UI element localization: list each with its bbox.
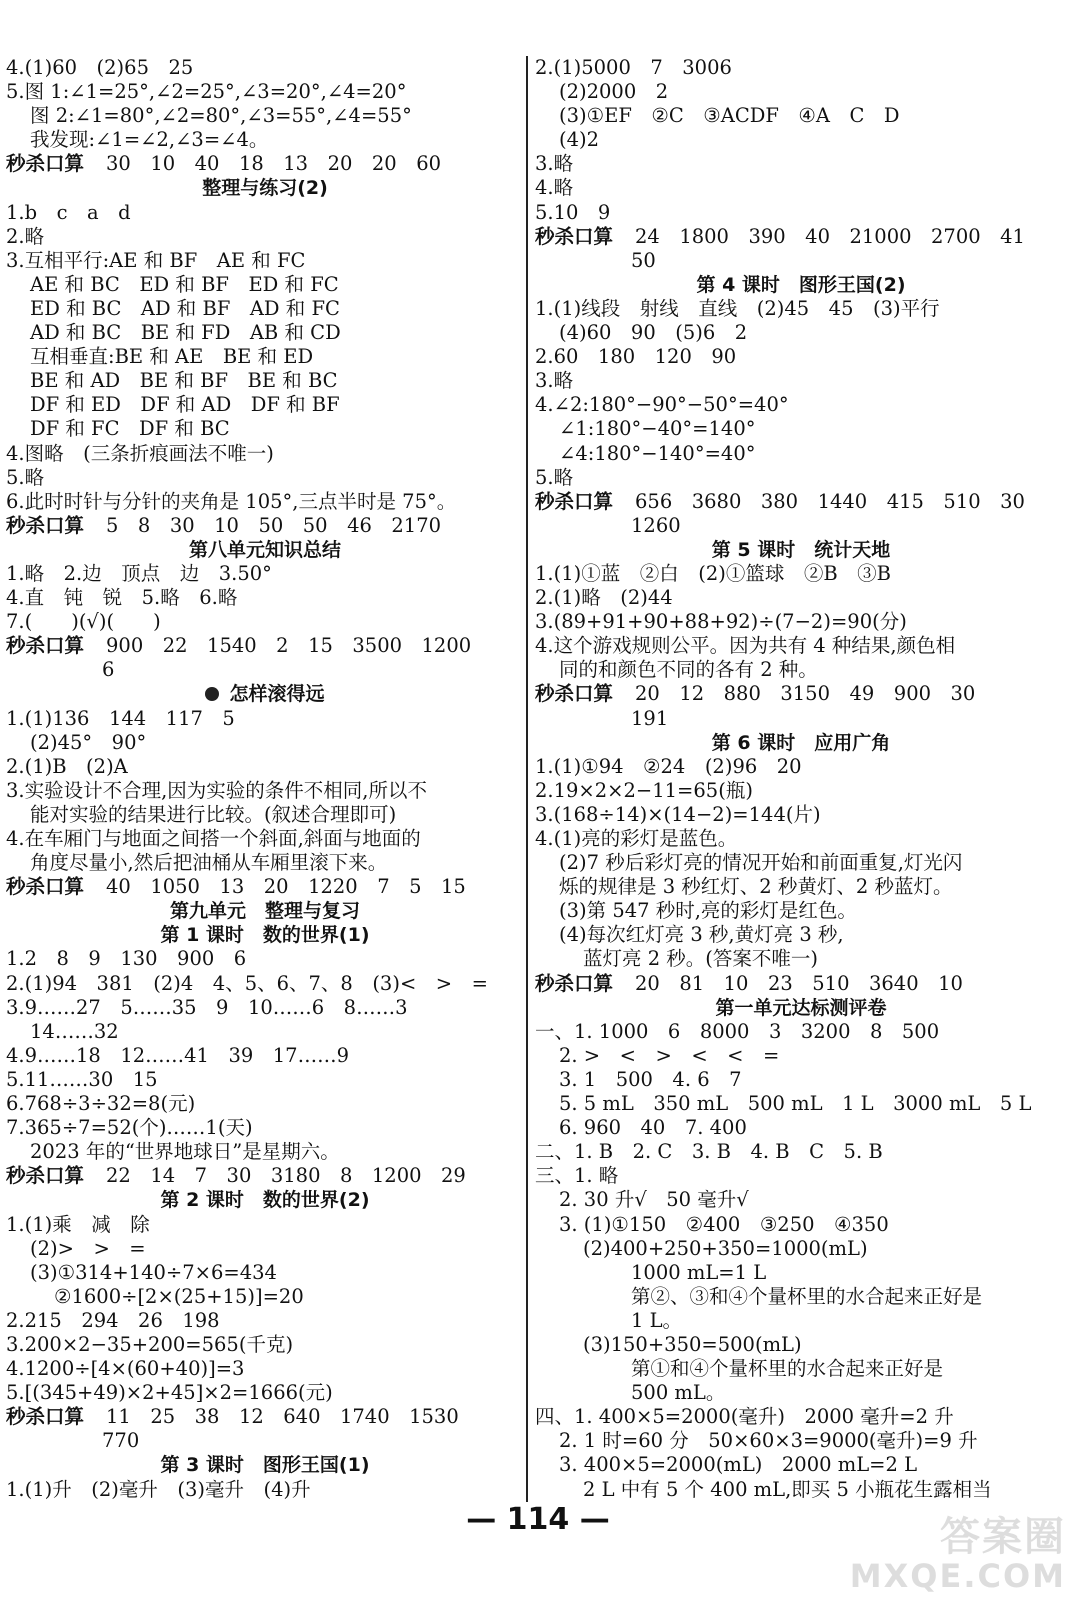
line-text: 5. 5 mL 350 mL 500 mL 1 L 3000 mL 5 L xyxy=(559,1092,1032,1116)
answer-line xyxy=(535,658,1067,682)
answer-line xyxy=(6,56,524,80)
line-text: 二、1. B 2. C 3. B 4. B C 5. B xyxy=(535,1140,883,1164)
line-text: 角度尽量小,然后把油桶从车厢里滚下来。 xyxy=(30,851,388,875)
line-text: 1.2 8 9 130 900 6 xyxy=(6,947,247,971)
line-text: 第②、③和④个量杯里的水合起来正好是 xyxy=(631,1284,983,1308)
line-text: 4.(1)60 (2)65 25 xyxy=(6,56,194,79)
answer-line xyxy=(535,104,1067,128)
line-text: (3)第 547 秒时,亮的彩灯是红色。 xyxy=(559,899,857,923)
line-text: AD 和 BC BE 和 FD AB 和 CD xyxy=(30,321,341,345)
answer-line xyxy=(6,1213,524,1237)
line-text: 7.365÷7=52(个)……1(天) xyxy=(6,1116,253,1140)
line-text: 能对实验的结果进行比较。(叙述合理即可) xyxy=(30,802,397,826)
answer-line xyxy=(6,321,524,345)
answer-line xyxy=(6,1020,524,1044)
answer-line xyxy=(6,442,524,466)
line-text: 一、1. 1000 6 8000 3 3200 8 500 xyxy=(535,1019,940,1043)
answer-line xyxy=(6,658,524,682)
line-text: (2)400+250+350=1000(mL) xyxy=(583,1236,868,1260)
answer-line xyxy=(6,1261,524,1285)
line-text: 第 1 课时 数的世界(1) xyxy=(160,924,370,947)
line-text: 1.(1)线段 射线 直线 (2)45 45 (3)平行 xyxy=(535,296,940,320)
section-heading xyxy=(6,923,524,947)
line-text: 第 5 课时 统计天地 xyxy=(711,538,891,561)
line-text: 3.略 xyxy=(535,152,574,176)
line-text: 第八单元知识总结 xyxy=(188,538,341,561)
line-text: 3. 400×5=2000(mL) 2000 mL=2 L xyxy=(559,1453,918,1477)
answer-line xyxy=(535,610,1067,634)
line-text: 1.(1)①蓝 ②白 (2)①篮球 ②B ③B xyxy=(535,561,892,585)
answer-line xyxy=(535,707,1067,731)
answer-line xyxy=(6,490,524,514)
line-text: (3)①EF ②C ③ACDF ④A C D xyxy=(559,104,900,128)
line-text: 24 1800 390 40 21000 2700 41 xyxy=(635,224,1025,248)
line-text: 3.(89+91+90+88+92)÷(7−2)=90(分) xyxy=(535,610,907,634)
line-text: 4.∠2:180°−90°−50°=40° xyxy=(535,393,789,417)
answer-line xyxy=(535,1044,1067,1068)
line-text: 656 3680 380 1440 415 510 30 xyxy=(635,489,1025,513)
line-text: AE 和 BC ED 和 BF ED 和 FC xyxy=(30,272,339,296)
section-heading xyxy=(535,538,1067,562)
line-text: 20 12 880 3150 49 900 30 xyxy=(635,682,976,706)
answer-line xyxy=(6,996,524,1020)
line-text: 第①和④个量杯里的水合起来正好是 xyxy=(631,1357,944,1381)
answer-line xyxy=(535,1333,1067,1357)
answer-line xyxy=(535,345,1067,369)
answer-line xyxy=(6,1357,524,1381)
answer-line xyxy=(6,1309,524,1333)
line-text: 第 6 课时 应用广角 xyxy=(711,731,891,754)
answer-line xyxy=(6,1116,524,1140)
line-text: 4.9……18 12……41 39 17……9 xyxy=(6,1043,349,1067)
page-number: — 114 — xyxy=(466,1502,610,1537)
line-text: 2.215 294 26 198 xyxy=(6,1308,220,1332)
line-text: 烁的规律是 3 秒红灯、2 秒黄灯、2 秒蓝灯。 xyxy=(559,875,953,899)
line-text: 2.(1)94 381 (2)4 4、5、6、7、8 (3)< > = xyxy=(6,971,488,995)
line-text: 整理与练习(2) xyxy=(202,177,328,200)
answer-line xyxy=(535,1405,1067,1429)
line-text: 20 81 10 23 510 3640 10 xyxy=(635,971,963,995)
line-text: 我发现:∠1=∠2,∠3=∠4。 xyxy=(30,128,269,152)
line-text: 22 14 7 30 3180 8 1200 29 xyxy=(106,1164,466,1188)
mental-math-label: 秒杀口算 xyxy=(535,489,614,513)
line-text: 5.11……30 15 xyxy=(6,1067,158,1091)
line-text: 2. 1 时=60 分 50×60×3=9000(毫升)=9 升 xyxy=(559,1429,978,1453)
answer-line xyxy=(6,1092,524,1116)
line-text: 2. > < > < < = xyxy=(559,1043,780,1067)
line-text: 4.在车厢门与地面之间搭一个斜面,斜面与地面的 xyxy=(6,827,421,850)
answer-line xyxy=(6,1478,524,1502)
line-text: (2)7 秒后彩灯亮的情况开始和前面重复,灯光闪 xyxy=(559,851,963,875)
line-text: 50 xyxy=(631,248,656,272)
line-text: 4.1200÷[4×(60+40)]=3 xyxy=(6,1357,245,1381)
line-text: BE 和 AD BE 和 BF BE 和 BC xyxy=(30,369,338,393)
line-text: 6.768÷3÷32=8(元) xyxy=(6,1092,196,1116)
answer-line xyxy=(535,201,1067,225)
line-text: 2.(1)5000 7 3006 xyxy=(535,56,732,79)
mental-math-label: 秒杀口算 xyxy=(6,875,85,899)
line-text: (2)2000 2 xyxy=(559,80,669,104)
mental-math-line xyxy=(6,152,524,176)
watermark-logo: 答案圈 xyxy=(940,1514,1066,1560)
answer-line xyxy=(6,1237,524,1261)
line-text: DF 和 ED DF 和 AD DF 和 BF xyxy=(30,393,340,417)
left-column xyxy=(6,56,524,1502)
answer-line xyxy=(535,1020,1067,1044)
line-text: ②1600÷[2×(25+15)]=20 xyxy=(54,1284,304,1308)
answer-line xyxy=(535,1261,1067,1285)
line-text: 第一单元达标测评卷 xyxy=(715,996,887,1019)
answer-line xyxy=(535,779,1067,803)
answer-line xyxy=(535,1381,1067,1405)
line-text: 3.9……27 5……35 9 10……6 8……3 xyxy=(6,995,408,1019)
line-text: 3.略 xyxy=(535,369,574,393)
answer-line xyxy=(6,345,524,369)
mental-math-label: 秒杀口算 xyxy=(6,1405,85,1429)
watermark-url: MXQE.COM xyxy=(849,1557,1066,1595)
answer-line xyxy=(535,393,1067,417)
section-heading xyxy=(535,273,1067,297)
line-text: 5 8 30 10 50 50 46 2170 xyxy=(106,513,442,537)
line-text: 3. (1)①150 ②400 ③250 ④350 xyxy=(559,1212,889,1236)
answer-line xyxy=(535,152,1067,176)
line-text: 2 L 中有 5 个 400 mL,即买 5 小瓶花生露相当 xyxy=(583,1477,992,1501)
line-text: 第九单元 整理与复习 xyxy=(169,900,360,923)
answer-line xyxy=(535,128,1067,152)
line-text: 900 22 1540 2 15 3500 1200 xyxy=(106,634,472,658)
answer-line xyxy=(6,1068,524,1092)
line-text: 2.19×2×2−11=65(瓶) xyxy=(535,778,753,802)
line-text: 2.60 180 120 90 xyxy=(535,345,737,369)
line-text: 2023 年的“世界地球日”是星期六。 xyxy=(30,1140,340,1164)
answer-line xyxy=(6,562,524,586)
line-text: 1 L。 xyxy=(631,1308,683,1332)
answer-line xyxy=(535,947,1067,971)
line-text: 770 xyxy=(102,1429,140,1453)
answer-line xyxy=(535,586,1067,610)
line-text: 5.10 9 xyxy=(535,200,611,224)
line-text: 1.(1)136 144 117 5 xyxy=(6,706,235,730)
answer-line xyxy=(535,369,1067,393)
line-text: 2.(1)B (2)A xyxy=(6,754,128,778)
answer-line xyxy=(535,1357,1067,1381)
line-text: 互相垂直:BE 和 AE BE 和 ED xyxy=(30,345,314,369)
answer-line xyxy=(6,128,524,152)
line-text: ∠1:180°−40°=140° xyxy=(559,417,756,441)
line-text: 3.实验设计不合理,因为实验的条件不相同,所以不 xyxy=(6,778,428,802)
line-text: 1.略 2.边 顶点 边 3.50° xyxy=(6,561,272,585)
answer-line xyxy=(535,634,1067,658)
answer-line xyxy=(6,610,524,634)
answer-line xyxy=(535,562,1067,586)
answer-line xyxy=(535,1309,1067,1333)
answer-line xyxy=(535,514,1067,538)
section-heading xyxy=(6,1188,524,1212)
answer-line xyxy=(535,899,1067,923)
line-text: 图 2:∠1=80°,∠2=80°,∠3=55°,∠4=55° xyxy=(30,104,412,128)
line-text: 2. 30 升√ 50 毫升√ xyxy=(559,1188,749,1212)
answer-line xyxy=(6,755,524,779)
line-text: 30 10 40 18 13 20 20 60 xyxy=(106,152,442,176)
line-text: 5.略 xyxy=(6,465,45,489)
answer-line xyxy=(6,1333,524,1357)
answer-line xyxy=(535,1140,1067,1164)
line-text: 1000 mL=1 L xyxy=(631,1260,767,1284)
answer-line xyxy=(6,707,524,731)
bullet-icon xyxy=(205,687,219,701)
line-text: (3)150+350=500(mL) xyxy=(583,1332,802,1356)
line-text: 1.(1)①94 ②24 (2)96 20 xyxy=(535,754,802,778)
answer-line xyxy=(6,249,524,273)
answer-line xyxy=(535,1068,1067,1092)
line-text: 3.互相平行:AE 和 BF AE 和 FC xyxy=(6,248,306,272)
line-text: 3.(168÷14)×(14−2)=144(片) xyxy=(535,802,821,826)
section-heading xyxy=(535,996,1067,1020)
watermark xyxy=(849,1505,1066,1595)
answer-line xyxy=(535,1453,1067,1477)
mental-math-label: 秒杀口算 xyxy=(6,1164,85,1188)
answer-line xyxy=(6,225,524,249)
mental-math-line xyxy=(6,1405,524,1429)
answer-line xyxy=(535,827,1067,851)
line-text: 40 1050 13 20 1220 7 5 15 xyxy=(106,875,466,899)
answer-line xyxy=(6,104,524,128)
answer-line xyxy=(535,1213,1067,1237)
answer-line xyxy=(535,297,1067,321)
answer-line xyxy=(6,803,524,827)
line-text: (4)60 90 (5)6 2 xyxy=(559,321,748,345)
mental-math-line xyxy=(6,875,524,899)
mental-math-line xyxy=(6,514,524,538)
mental-math-line xyxy=(535,972,1067,996)
answer-line xyxy=(535,176,1067,200)
mental-math-label: 秒杀口算 xyxy=(535,224,614,248)
line-text: 4.(1)亮的彩灯是蓝色。 xyxy=(535,827,738,850)
line-text: 11 25 38 12 640 1740 1530 xyxy=(106,1405,459,1429)
line-text: 5.[(345+49)×2+45]×2=1666(元) xyxy=(6,1381,333,1405)
line-text: 4.这个游戏规则公平。因为共有 4 种结果,颜色相 xyxy=(535,634,956,658)
answer-line xyxy=(6,1381,524,1405)
line-text: 2.(1)略 (2)44 xyxy=(535,586,673,610)
line-text: 三、1. 略 xyxy=(535,1164,619,1188)
answer-line xyxy=(535,417,1067,441)
answer-line xyxy=(6,1044,524,1068)
line-text: 6. 960 40 7. 400 xyxy=(559,1116,747,1140)
line-text: 6.此时时针与分针的夹角是 105°,三点半时是 75°。 xyxy=(6,489,457,513)
answer-line xyxy=(6,779,524,803)
line-text: 1.(1)乘 减 除 xyxy=(6,1212,150,1236)
line-text: 4.直 钝 锐 5.略 6.略 xyxy=(6,586,238,610)
section-heading xyxy=(6,682,524,706)
answer-line xyxy=(535,1188,1067,1212)
line-text: 第 2 课时 数的世界(2) xyxy=(160,1189,370,1212)
mental-math-line xyxy=(535,225,1067,249)
line-text: 第 4 课时 图形王国(2) xyxy=(696,273,906,296)
mental-math-label: 秒杀口算 xyxy=(6,513,85,537)
line-text: 3.200×2−35+200=565(千克) xyxy=(6,1332,294,1356)
answer-line xyxy=(6,947,524,971)
line-text: (2)45° 90° xyxy=(30,730,147,754)
line-text: 4.略 xyxy=(535,176,574,200)
answer-line xyxy=(535,321,1067,345)
line-text: 6 xyxy=(102,658,115,682)
line-text: 1.b c a d xyxy=(6,200,131,224)
line-text: DF 和 FC DF 和 BC xyxy=(30,417,230,441)
answer-line xyxy=(6,1140,524,1164)
section-heading xyxy=(535,731,1067,755)
line-text: 2.略 xyxy=(6,224,45,248)
answer-line xyxy=(6,731,524,755)
line-text: 同的和颜色不同的各有 2 种。 xyxy=(559,658,818,682)
mental-math-label: 秒杀口算 xyxy=(535,971,614,995)
line-text: 第 3 课时 图形王国(1) xyxy=(160,1454,370,1477)
section-heading xyxy=(6,1453,524,1477)
column-divider xyxy=(526,56,528,1502)
answer-line xyxy=(6,297,524,321)
mental-math-line xyxy=(6,634,524,658)
answer-line xyxy=(535,1478,1067,1502)
line-text: ED 和 BC AD 和 BF AD 和 FC xyxy=(30,296,340,320)
answer-line xyxy=(535,1092,1067,1116)
answer-line xyxy=(535,1164,1067,1188)
mental-math-label: 秒杀口算 xyxy=(6,152,85,176)
answer-line xyxy=(6,827,524,851)
line-text: 5.略 xyxy=(535,465,574,489)
answer-line xyxy=(535,875,1067,899)
answer-line xyxy=(535,755,1067,779)
answer-line xyxy=(6,393,524,417)
answer-line xyxy=(535,80,1067,104)
line-text: (4)2 xyxy=(559,128,600,152)
line-text: 四、1. 400×5=2000(毫升) 2000 毫升=2 升 xyxy=(535,1405,954,1429)
answer-line xyxy=(535,851,1067,875)
answer-line xyxy=(535,1429,1067,1453)
line-text: 蓝灯亮 2 秒。(答案不唯一) xyxy=(583,947,819,971)
answer-line xyxy=(6,201,524,225)
mental-math-label: 秒杀口算 xyxy=(6,634,85,658)
line-text: 3. 1 500 4. 6 7 xyxy=(559,1067,742,1091)
line-text: 191 xyxy=(631,706,669,730)
answer-line xyxy=(6,1429,524,1453)
line-text: (3)①314+140÷7×6=434 xyxy=(30,1260,277,1284)
section-heading xyxy=(6,176,524,200)
answer-line xyxy=(6,586,524,610)
section-heading xyxy=(6,538,524,562)
line-text: 4.图略 (三条折痕画法不唯一) xyxy=(6,441,274,465)
right-column xyxy=(535,56,1067,1502)
answer-line xyxy=(535,1285,1067,1309)
line-text: 7.( )(√)( ) xyxy=(6,610,161,634)
line-text: 1260 xyxy=(631,513,681,537)
answer-line xyxy=(535,249,1067,273)
mental-math-line xyxy=(6,1164,524,1188)
answer-line xyxy=(535,923,1067,947)
mental-math-line xyxy=(535,490,1067,514)
answer-line xyxy=(535,1237,1067,1261)
answer-line xyxy=(6,1285,524,1309)
mental-math-label: 秒杀口算 xyxy=(535,682,614,706)
answer-line xyxy=(6,273,524,297)
answer-line xyxy=(535,1116,1067,1140)
answer-line xyxy=(6,417,524,441)
answer-line xyxy=(6,972,524,996)
answer-line xyxy=(6,369,524,393)
line-text: 500 mL。 xyxy=(631,1381,726,1405)
answer-line xyxy=(535,803,1067,827)
line-text: 1.(1)升 (2)毫升 (3)毫升 (4)升 xyxy=(6,1477,311,1501)
section-heading xyxy=(6,899,524,923)
line-text: 5.图 1:∠1=25°,∠2=25°,∠3=20°,∠4=20° xyxy=(6,80,407,104)
line-text: 怎样滚得远 xyxy=(229,683,325,706)
answer-line xyxy=(6,851,524,875)
mental-math-line xyxy=(535,682,1067,706)
answer-line xyxy=(535,442,1067,466)
line-text: 14……32 xyxy=(30,1019,119,1043)
answer-line xyxy=(535,56,1067,80)
answer-line xyxy=(6,80,524,104)
answer-line xyxy=(6,466,524,490)
answer-line xyxy=(535,466,1067,490)
line-text: (4)每次红灯亮 3 秒,黄灯亮 3 秒, xyxy=(559,923,844,947)
line-text: (2)> > = xyxy=(30,1236,146,1260)
line-text: ∠4:180°−140°=40° xyxy=(559,441,756,465)
